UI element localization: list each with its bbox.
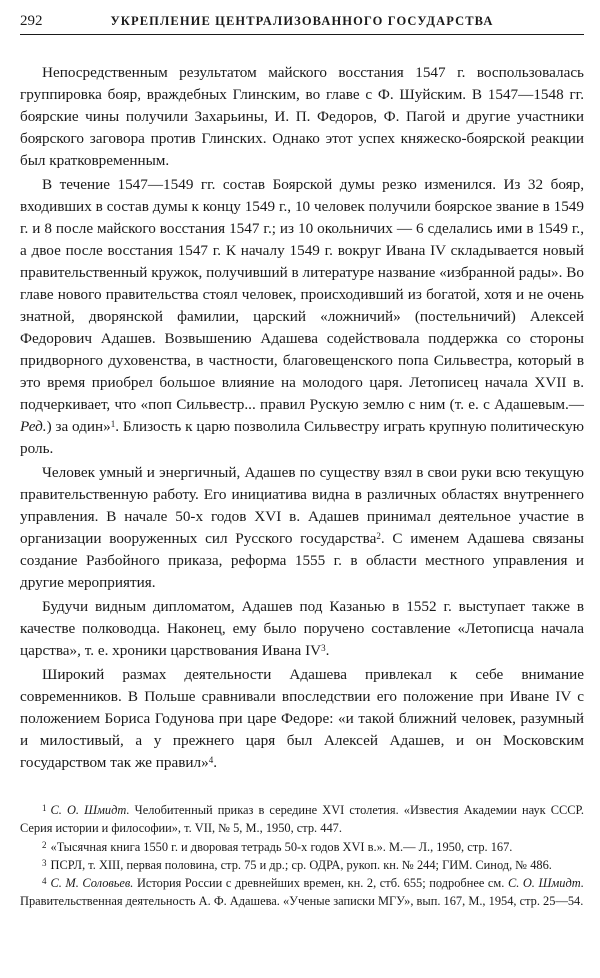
- footnote-ref[interactable]: 2: [376, 531, 381, 541]
- footnote-ref[interactable]: 3: [321, 643, 326, 653]
- paragraph: В течение 1547—1549 гг. состав Боярской думы резко изменился. Из 32 бояр, входивших в состав думы к концу 1549 г., 10 человек получили боярское звание в 1549 г. и 8 после майского восстания 1547 г.; из 10 окольничих — 6 сделались ими в 1549 г., а двое после восстания 1547 г. К началу 1549 г. вокруг Ивана IV складывается новый правительственный кружок, получивший в литературе название «избранной рады». Во главе нового правительства стоял человек, происходивший из богатой, хотя и не очень знатной, дворянской фамилии, царский «ложничий» (постельничий) Алексей Федорович Адашев. Возвышению Адашева содействовала поддержка со стороны придворного духовенства, в частности, благовещенского попа Сильвестра, который в это время приобрел большое влияние на молодого царя. Летописец начала XVII в. подчеркивает, что «поп Сильвестр... правил Рускую землю с ним (т. е. с Адашевым.—Ред.) за один»$^1$. Близость к царю позволила Сильвестру играть крупную политическую роль.: [20, 176, 585, 457]
- page-number: 292: [20, 13, 43, 29]
- main-text: [20, 62, 584, 774]
- paragraph: Человек умный и энергичный, Адашев по существу взял в свои руки всю текущую правительственную работу. Его инициатива видна в различных областях внутреннего управления. В начале 50-х годов XVI в. Адашев принимал деятельное участие в организации вооруженных сил Русского государства$^2$. С именем Адашева связаны создание Разбойного приказа, реформа 1555 г. в области местного управления и другие мероприятия.: [20, 464, 584, 591]
- footnote-ref[interactable]: 4: [208, 755, 214, 765]
- footnotes: [20, 801, 584, 911]
- footnote: $^4$ С. М. Соловьев. История России с древнейших времен, кн. 2, стб. 655; подробнее см. С. О. Шмидт. Правительственная деятельность А. Ф. Адашева. «Ученые записки МГУ», вып. 167, М., 1954, стр. 25—54.: [20, 876, 584, 909]
- footnote-ref[interactable]: 1: [110, 419, 116, 429]
- footnote: $^1$ С. О. Шмидт. Челобитенный приказ в середине XVI столетия. «Известия Академии наук СССР. Серия истории и философии», т. VII, № 5, М., 1950, стр. 447.: [20, 803, 584, 836]
- paragraph: Непосредственным результатом майского восстания 1547 г. воспользовалась группировка бояр, враждебных Глинским, во главе с Ф. Шуйским. В 1547—1548 гг. боярские чины получили Захарьины, И. П. Федоров, Ф. Пагой и другие участники боярского заговора против Глинских. Однако этот успех княжеско-боярской реакции был кратковременным.: [20, 64, 584, 169]
- paragraph: Будучи видным дипломатом, Адашев под Казанью в 1552 г. выступает также в качестве полководца. Наконец, ему было поручено составление «Летописца начала царства», т. е. хроники царствования Ивана $IV^3$.: [20, 598, 584, 659]
- footnote: $^2$ «Тысячная книга 1550 г. и дворовая тетрадь 50-х годов XVI в.». М.— Л., 1950, стр. 167.: [42, 839, 513, 854]
- book-page: [20, 0, 584, 911]
- page-header: [20, 0, 584, 35]
- running-title: УКРЕПЛЕНИЕ ЦЕНТРАЛИЗОВАННОГО ГОСУДАРСТВА: [110, 14, 494, 28]
- footnote: $^3$ ПСРЛ, т. XIII, первая половина, стр. 75 и др.; ср. ОДРА, рукоп. кн. № 244; ГИМ. Синод, № 486.: [42, 857, 552, 872]
- paragraph: Широкий размах деятельности Адашева привлекал к себе внимание современников. В Польше сравнивали впоследствии его положение при Иване IV с положением Бориса Годунова при царе Федоре: «и такой ближний человек, разумный и милостивый, а у прежнего царя был Алексей Адашев, и он Московским государством так же правил»$^4$.: [20, 666, 584, 771]
